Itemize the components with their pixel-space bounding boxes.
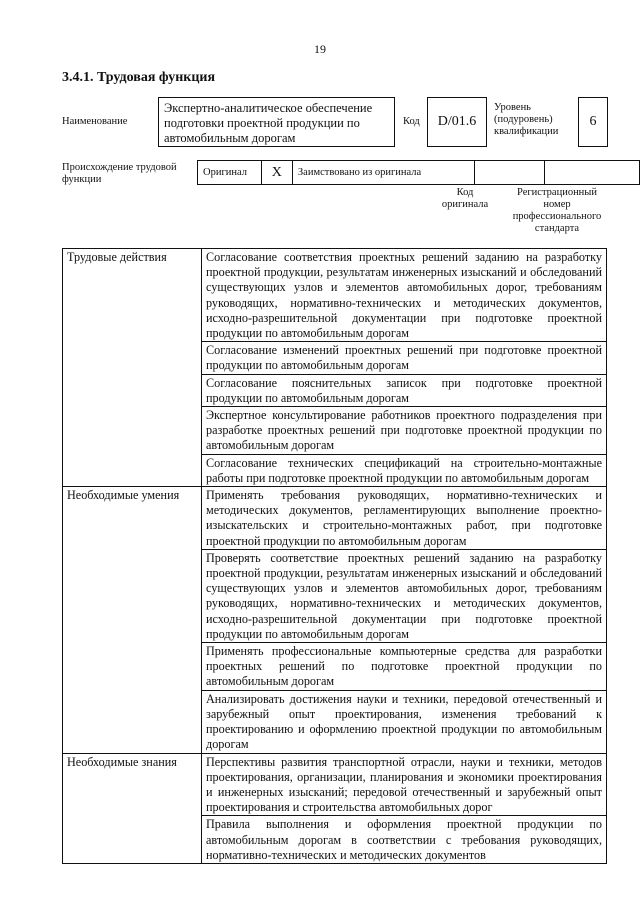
table-row [63,249,607,342]
reg-number-cell [544,161,639,185]
item-cell: Согласование пояснительных записок при подготовке проектной продукции по автомобильным дорогам [202,374,607,406]
function-details-table [62,248,607,864]
name-label: Наименование [62,116,128,127]
qualification-level-box: 6 [578,97,608,147]
section-title: 3.4.1. Трудовая функция [62,70,216,85]
item-cell: Экспертное консультирование работников проектного подразделения при разработке проектных решений при подготовке проектной продукции по автомобильным дорогам [202,407,607,455]
item-cell: Анализировать достижения науки и техники, передовой отечественный и зарубежный опыт проектирования, изменения требований к проектированию и оформлению проектной продукции по автомобильным дорогам [202,690,607,753]
item-cell: Перспективы развития транспортной отрасли, науки и техники, методов проектирования, организации, планирования и экономики проектирования и инженерных изысканий; передовой отечественный и зарубежный опыт проектирования и строительства автомобильных дорог [202,753,607,816]
page-number: 19 [314,42,326,56]
table-row [63,753,607,816]
item-cell: Правила выполнения и оформления проектной продукции по автомобильным дорогам в соответствии с требования руководящих, нормативно-технических и методических документов [202,816,607,864]
original-mark: X [261,161,292,185]
original-label: Оригинал [198,161,262,185]
item-cell: Применять требования руководящих, нормативно-технических и методических документов, регламентирующих выполнение проектно-изыскательских и строительно-монтажных работ, при подготовке проектной продукции по автомобильным дорогам [202,487,607,550]
origin-label: Происхождение трудовой функции [62,162,177,185]
category-cell: Трудовые действия [63,249,202,487]
code-label: Код [403,116,420,127]
category-cell: Необходимые умения [63,487,202,753]
item-cell: Согласование изменений проектных решений при подготовке проектной продукции по автомобильным дорогам [202,342,607,374]
table-row [63,487,607,550]
item-cell: Согласование соответствия проектных решений заданию на разработку проектной продукции, результатам инженерных изысканий и обследований существующих узлов и элементов автомобильных дорог, требованиям руководящих, нормативно-технических и методических документов, исходно-разрешительной документации при подготовке проектной продукции по автомобильным дорогам [202,249,607,342]
function-name-box: Экспертно-аналитическое обеспечение подготовки проектной продукции по автомобильным дорогам [158,97,395,147]
item-cell: Применять профессиональные компьютерные средства для разработки проектных решений по подготовке проектной продукции по автомобильным дорогам [202,643,607,691]
item-cell: Согласование технических спецификаций на строительно-монтажные работы при подготовке проектной продукции по автомобильным дорогам [202,454,607,486]
level-label: Уровень (подуровень) квалификации [494,102,559,137]
function-code-box: D/01.6 [427,97,487,147]
item-cell: Проверять соответствие проектных решений заданию на разработку проектной продукции, результатам инженерных изысканий и обследований существующих узлов и элементов автомобильных дорог, требованиям руководящих, нормативно-технических и методических документов, исходно-разрешительной документации при подготовке проектной продукции по автомобильным дорогам [202,549,607,642]
reg-number-label: Регистрационный номер профессионального стандарта [512,187,602,234]
category-cell: Необходимые знания [63,753,202,863]
original-code-cell [475,161,545,185]
borrowed-label: Заимствовано из оригинала [292,161,474,185]
origin-table [197,160,640,185]
code-original-label: Код оригинала [441,187,489,210]
